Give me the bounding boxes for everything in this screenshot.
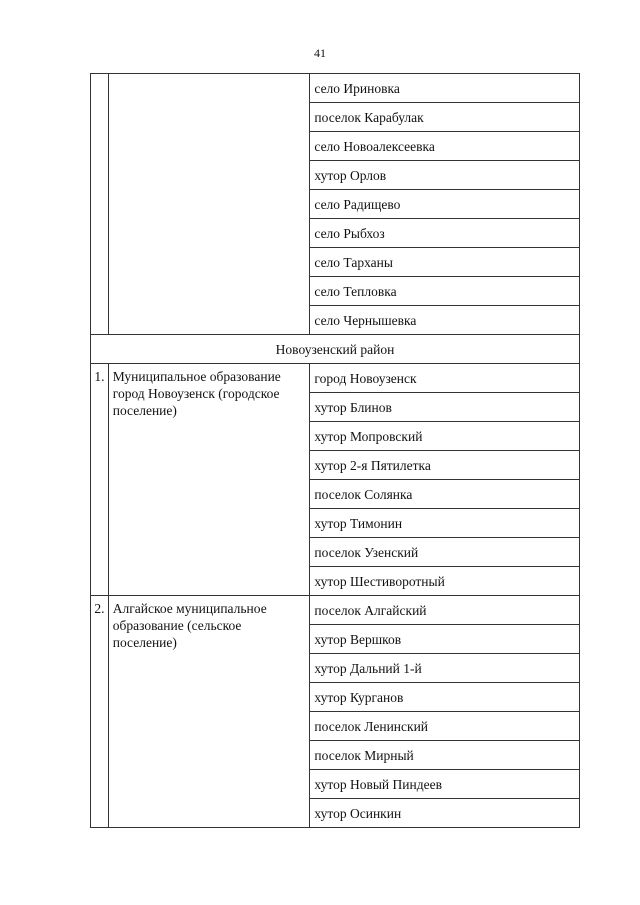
settlement-cell: село Ириновка [310, 74, 580, 103]
settlement-cell: хутор Новый Пиндеев [310, 770, 580, 799]
settlement-cell: поселок Алгайский [310, 596, 580, 625]
settlement-cell: поселок Узенский [310, 538, 580, 567]
settlements-table [90, 73, 580, 828]
settlement-cell: хутор Дальний 1-й [310, 654, 580, 683]
district-row [91, 335, 580, 364]
settlement-cell: хутор Тимонин [310, 509, 580, 538]
settlement-cell: хутор Осинкин [310, 799, 580, 828]
settlement-cell: хутор Вершков [310, 625, 580, 654]
table-row [91, 596, 580, 625]
settlement-cell: хутор 2-я Пятилетка [310, 451, 580, 480]
municipality-name-cell: Алгайское муниципальное образование (сельское поселение) [108, 596, 310, 828]
settlement-cell: город Новоузенск [310, 364, 580, 393]
settlement-cell: село Рыбхоз [310, 219, 580, 248]
municipality-cell [108, 74, 310, 335]
settlement-cell: хутор Мопровский [310, 422, 580, 451]
settlement-cell: село Тарханы [310, 248, 580, 277]
settlement-cell: хутор Курганов [310, 683, 580, 712]
municipality-name-cell: Муниципальное образование город Новоузенск (городское поселение) [108, 364, 310, 596]
settlement-cell: село Новоалексеевка [310, 132, 580, 161]
row-number-cell: 1. [91, 364, 109, 596]
settlement-cell: хутор Блинов [310, 393, 580, 422]
settlement-cell: поселок Солянка [310, 480, 580, 509]
settlement-cell: село Тепловка [310, 277, 580, 306]
table-row [91, 364, 580, 393]
settlement-cell: село Чернышевка [310, 306, 580, 335]
settlement-cell: поселок Ленинский [310, 712, 580, 741]
settlement-cell: хутор Шестиворотный [310, 567, 580, 596]
settlement-cell: село Радищево [310, 190, 580, 219]
table-row [91, 74, 580, 103]
settlement-cell: хутор Орлов [310, 161, 580, 190]
settlement-cell: поселок Карабулак [310, 103, 580, 132]
row-number-cell [91, 74, 109, 335]
settlement-cell: поселок Мирный [310, 741, 580, 770]
district-title: Новоузенский район [91, 335, 580, 364]
page-number: 41 [314, 46, 326, 60]
row-number-cell: 2. [91, 596, 109, 828]
